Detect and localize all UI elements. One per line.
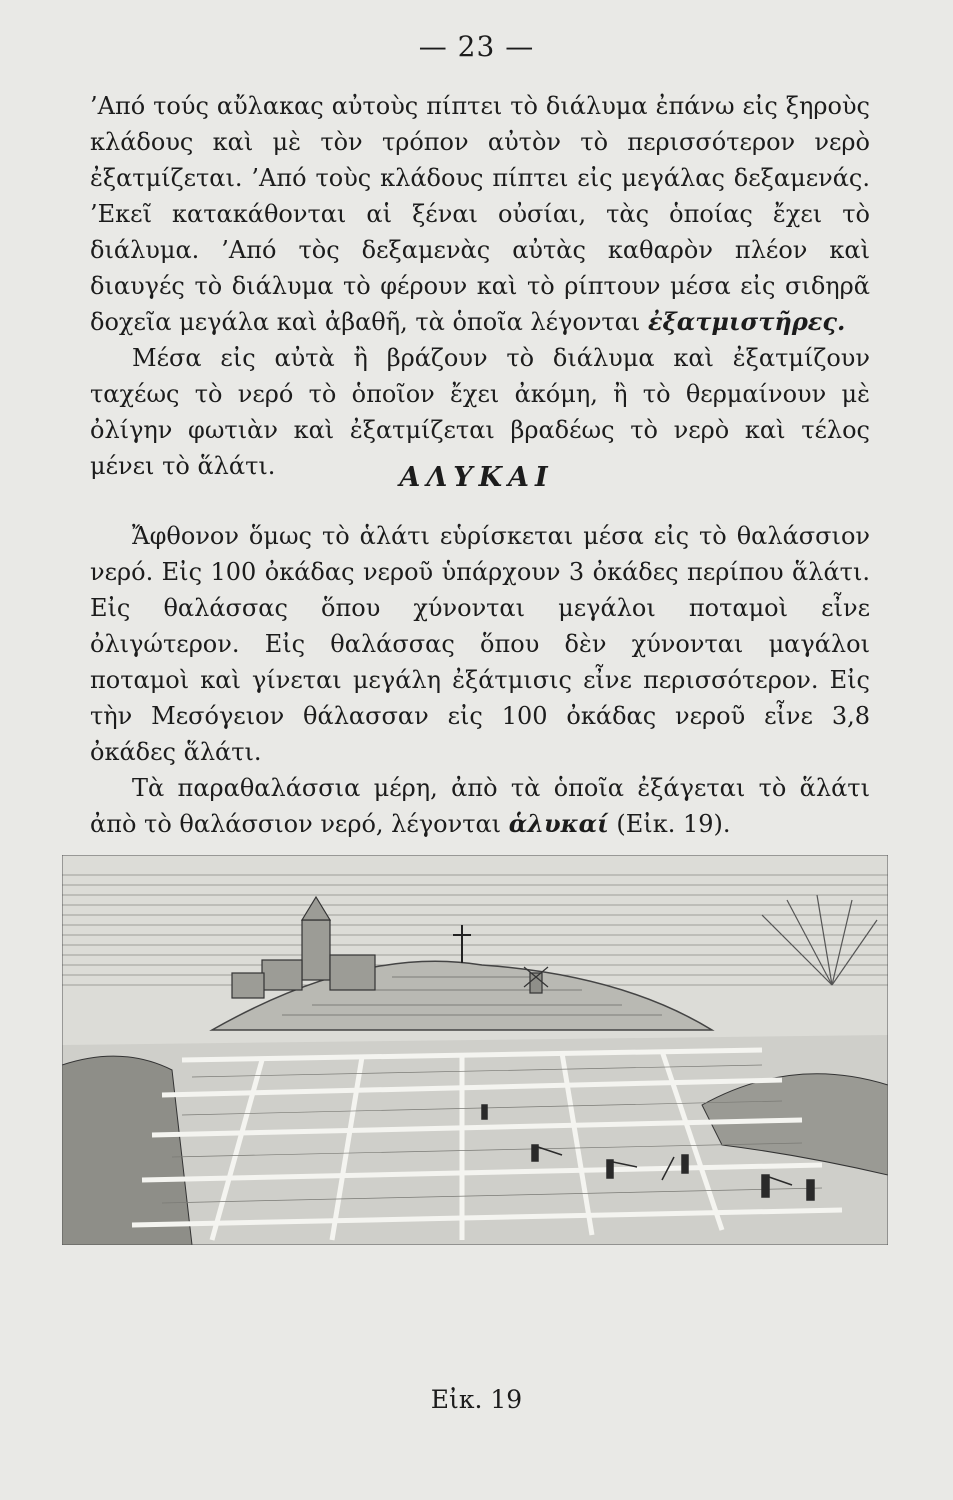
text-block-lower xyxy=(90,518,870,842)
paragraph-4-ref: (Εἰκ. 19). xyxy=(608,810,731,838)
figure-caption: Εἰκ. 19 xyxy=(430,1385,523,1414)
vegetation-left xyxy=(62,1056,192,1245)
salt-pans-illustration xyxy=(62,855,888,1245)
paragraph-2: Μέσα εἰς αὐτὰ ἢ βράζουν τὸ διάλυμα καὶ ἐξατμίζουν ταχέως τὸ νερό τὸ ὁποῖον ἔχει ἀκόμη, ἢ τὸ θερμαίνουν μὲ ὀλίγην φωτιὰν καὶ ἐξατμίζεται βραδέως τὸ νερὸ καὶ τέλος μένει τὸ ἅλάτι. xyxy=(90,344,870,480)
section-heading: ΑΛΥΚΑΙ xyxy=(399,462,554,493)
paragraph-1-text: ’Από τούς αὔλακας αὐτοὺς πίπτει τὸ διάλυμα ἐπάνω εἰς ξηροὺς κλάδους καὶ μὲ τὸν τρόπον αὐτὸν τὸ περισσότερον νερὸ ἐξατμίζεται. ’Από τοὺς κλάδους πίπτει εἰς μεγάλας δεξαμενάς. ’Εκεῖ κατακάθονται αἱ ξέναι οὐσίαι, τὰς ὁποίας ἔχει τὸ διάλυμα. ’Από τὸς δεξαμενὰς αὐτὰς καθαρὸν πλέον καὶ διαυγές τὸ διάλυμα τὸ φέρουν καὶ τὸ ρίπτουν μέσα εἰς σιδηρᾶ δοχεῖα μεγάλα καὶ ἀβαθῆ, τὰ ὁποῖα λέγονται xyxy=(90,92,870,336)
paragraph-4 xyxy=(90,770,870,842)
term-salt-pans: ἁλυκαί xyxy=(508,809,609,838)
page-number: — 23 — xyxy=(418,30,535,63)
paragraph-3: Ἄφθονον ὅμως τὸ ἁλάτι εὑρίσκεται μέσα εἰς τὸ θαλάσσιον νερό. Εἰς 100 ὀκάδας νεροῦ ὑπάρχουν 3 ὀκάδες περίπου ἅλάτι. Εἰς θαλάσσας ὅπου χύνονται μεγάλοι ποταμοὶ εἶνε ὀλιγώτερον. Εἰς θαλάσσας ὅπου δὲν χύνονται μαγάλοι ποταμοὶ καὶ γίνεται μεγάλη ἐξάτμισις εἶνε περισσότερον. Εἰς τὴν Μεσόγειον θάλασσαν εἰς 100 ὀκάδας νεροῦ εἶνε 3,8 ὀκάδες ἅλάτι. xyxy=(90,522,870,766)
term-evaporators: ἐξατμιστῆρες. xyxy=(647,307,846,336)
text-block-upper xyxy=(90,88,870,484)
paragraph-4-text: Τὰ παραθαλάσσια μέρη, ἀπὸ τὰ ὁποῖα ἐξάγεται τὸ ἅλάτι ἀπὸ τὸ θαλάσσιον νερό, λέγονται xyxy=(90,774,870,838)
paragraph-1 xyxy=(90,88,870,340)
